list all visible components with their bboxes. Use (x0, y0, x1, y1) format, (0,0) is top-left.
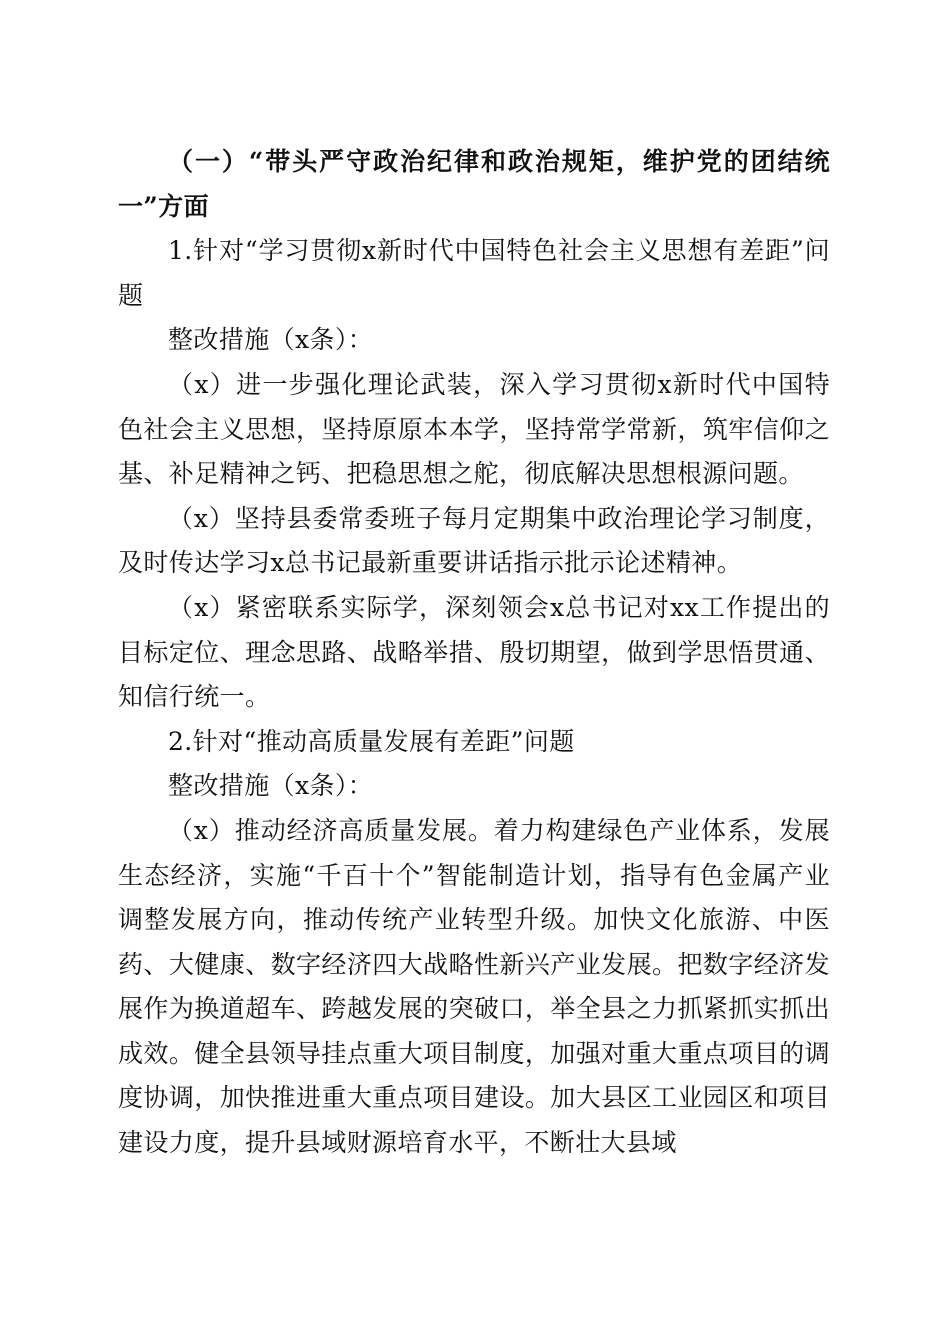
problem-title-1: 1.针对“学习贯彻x新时代中国特色社会主义思想有差距”问题 (118, 236, 830, 310)
measure-paragraph: （x）紧密联系实际学，深刻领会x总书记对xx工作提出的目标定位、理念思路、战略举措、殷切期望，做到学思悟贯通、知信行统一。 (118, 592, 830, 712)
measure-paragraph: （x）推动经济高质量发展。着力构建绿色产业体系，发展生态经济，实施“千百十个”智能制造计划，指导有色金属产业调整发展方向，推动传统产业转型升级。加快文化旅游、中医药、大健康、数字经济四大战略性新兴产业发展。把数字经济发展作为换道超车、跨越发展的突破口，举全县之力抓紧抓实抓出成效。健全县领导挂点重大项目制度，加强对重大重点项目的调度协调，加快推进重大重点项目建设。加大县区工业园区和项目建设力度，提升县域财源培育水平，不断壮大县域 (118, 815, 830, 1158)
section-heading: （一）“带头严守政治纪律和政治规矩，维护党的团结统一”方面 (118, 147, 830, 221)
document-page (118, 140, 830, 1166)
measures-label-2: 整改措施（x条）： (168, 771, 374, 801)
measures-label-1: 整改措施（x条）： (168, 325, 374, 355)
measure-paragraph: （x）进一步强化理论武装，深入学习贯彻x新时代中国特色社会主义思想，坚持原原本本学，坚持常学常新，筑牢信仰之基、补足精神之钙、把稳思想之舵，彻底解决思想根源问题。 (118, 369, 830, 489)
measure-paragraph: （x）坚持县委常委班子每月定期集中政治理论学习制度，及时传达学习x总书记最新重要讲话指示批示论述精神。 (118, 503, 830, 578)
problem-title-2: 2.针对“推动高质量发展有差距”问题 (168, 726, 575, 756)
